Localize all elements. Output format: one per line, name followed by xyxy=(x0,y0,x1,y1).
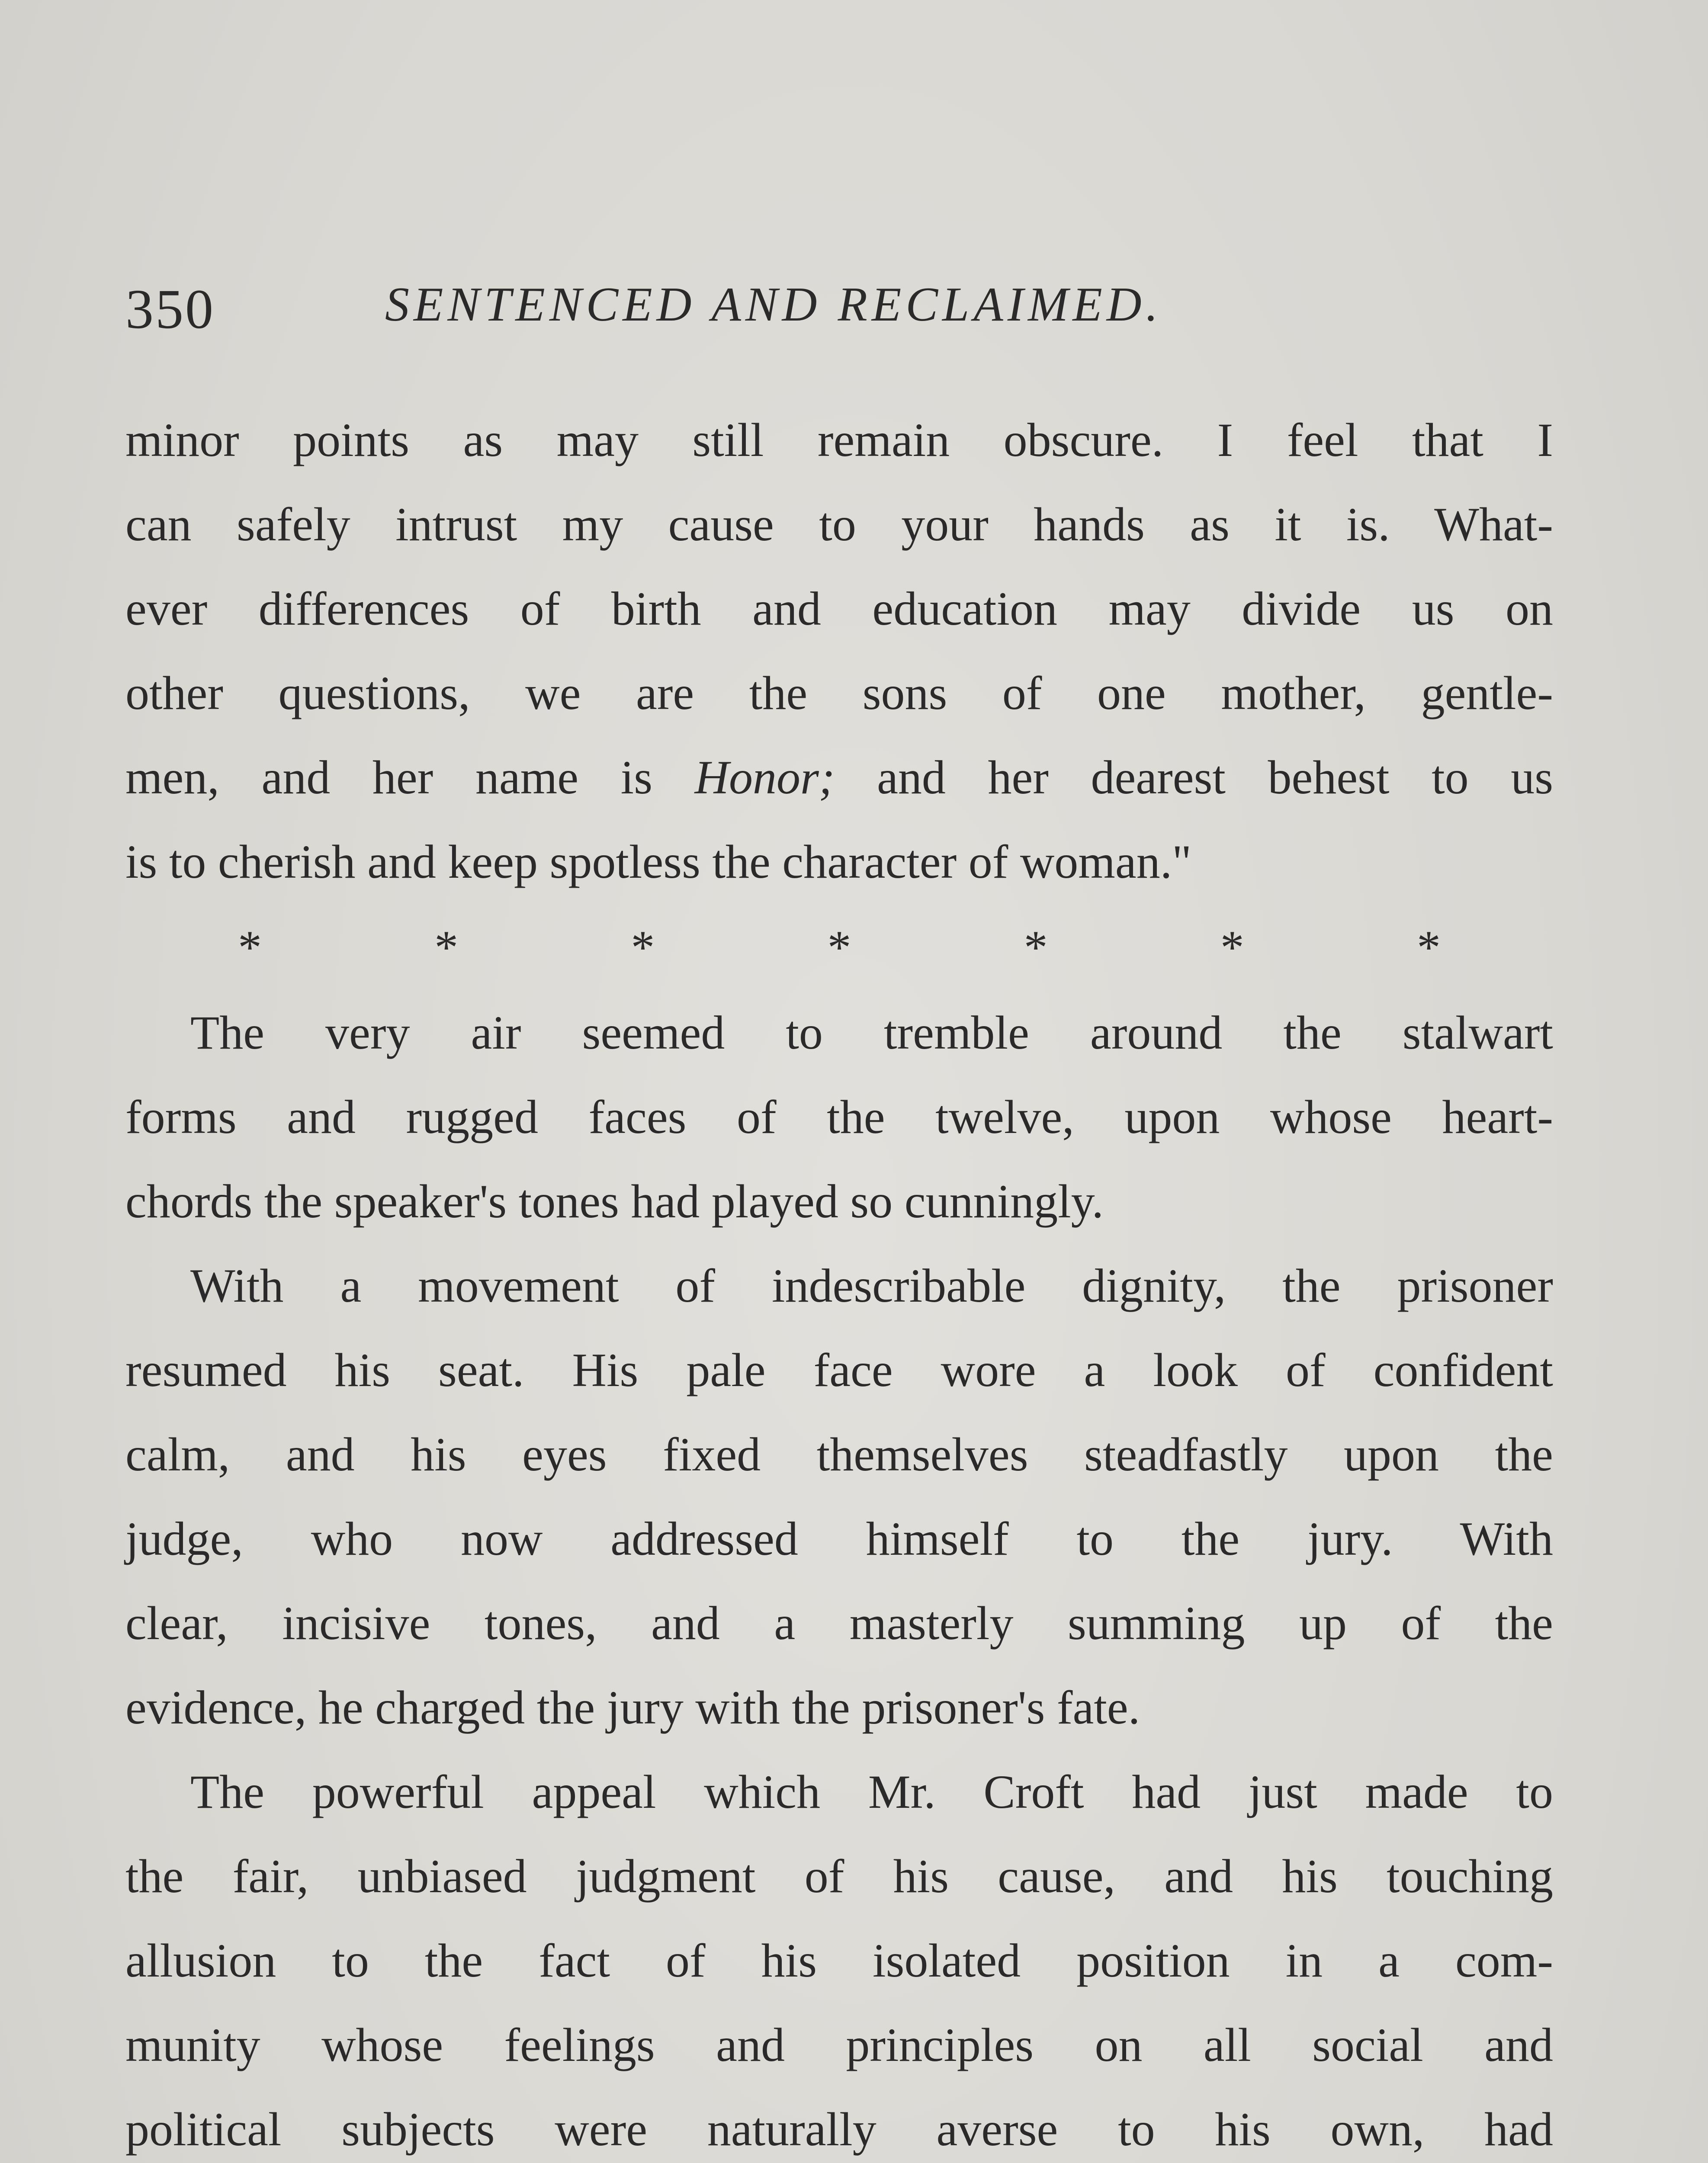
body-text xyxy=(125,398,1553,2163)
paragraph xyxy=(125,1244,1553,1750)
page-number: 350 xyxy=(125,278,215,340)
text-line: political subjects were naturally averse to his own, had xyxy=(125,2103,1553,2156)
asterisk: * xyxy=(1024,921,1048,974)
text-segment: and her dearest behest to us xyxy=(877,751,1554,804)
asterisk: * xyxy=(434,921,459,974)
text-line: The very air seemed to tremble around the stalwart xyxy=(190,1006,1553,1059)
text-line: minor points as may still remain obscure. I feel that I xyxy=(125,414,1553,466)
text-segment: men, and her name is xyxy=(125,751,653,804)
text-line: ever differences of birth and education may divide us on xyxy=(125,582,1553,635)
asterisk: * xyxy=(1220,921,1244,974)
text-line: With a movement of indescribable dignity, the prisoner xyxy=(190,1259,1553,1312)
page-header xyxy=(125,268,1562,346)
text-line-with-emphasis xyxy=(125,735,1553,820)
asterisk: * xyxy=(631,921,655,974)
text-line: calm, and his eyes fixed themselves steadfastly upon the xyxy=(125,1428,1553,1481)
text-line: evidence, he charged the jury with the prisoner's fate. xyxy=(125,1681,1140,1734)
text-line: forms and rugged faces of the twelve, upon whose heart- xyxy=(125,1091,1553,1143)
paragraph xyxy=(125,1750,1553,2163)
text-line: clear, incisive tones, and a masterly summing up of the xyxy=(125,1597,1553,1650)
asterisk: * xyxy=(827,921,851,974)
asterisk: * xyxy=(238,921,262,974)
text-line: The powerful appeal which Mr. Croft had just made to xyxy=(190,1765,1553,1818)
asterisk: * xyxy=(1416,921,1441,974)
text-line: chords the speaker's tones had played so cunningly. xyxy=(125,1175,1104,1228)
text-line: allusion to the fact of his isolated position in a com- xyxy=(125,1934,1553,1987)
text-line: can safely intrust my cause to your hands as it is. What- xyxy=(125,498,1553,551)
text-line: resumed his seat. His pale face wore a look of confident xyxy=(125,1344,1553,1396)
text-line: is to cherish and keep spotless the character of woman." xyxy=(125,835,1192,888)
running-title: SENTENCED AND RECLAIMED. xyxy=(385,278,1162,331)
text-line: the fair, unbiased judgment of his cause, and his touching xyxy=(125,1850,1553,1903)
paragraph xyxy=(125,991,1553,1244)
paragraph xyxy=(125,398,1553,904)
text-line: judge, who now addressed himself to the jury. With xyxy=(125,1512,1553,1565)
section-break xyxy=(125,904,1553,991)
text-line: munity whose feelings and principles on all social and xyxy=(125,2019,1553,2071)
emphasis-honor: Honor; xyxy=(694,751,835,804)
text-line: other questions, we are the sons of one mother, gentle- xyxy=(125,667,1553,719)
